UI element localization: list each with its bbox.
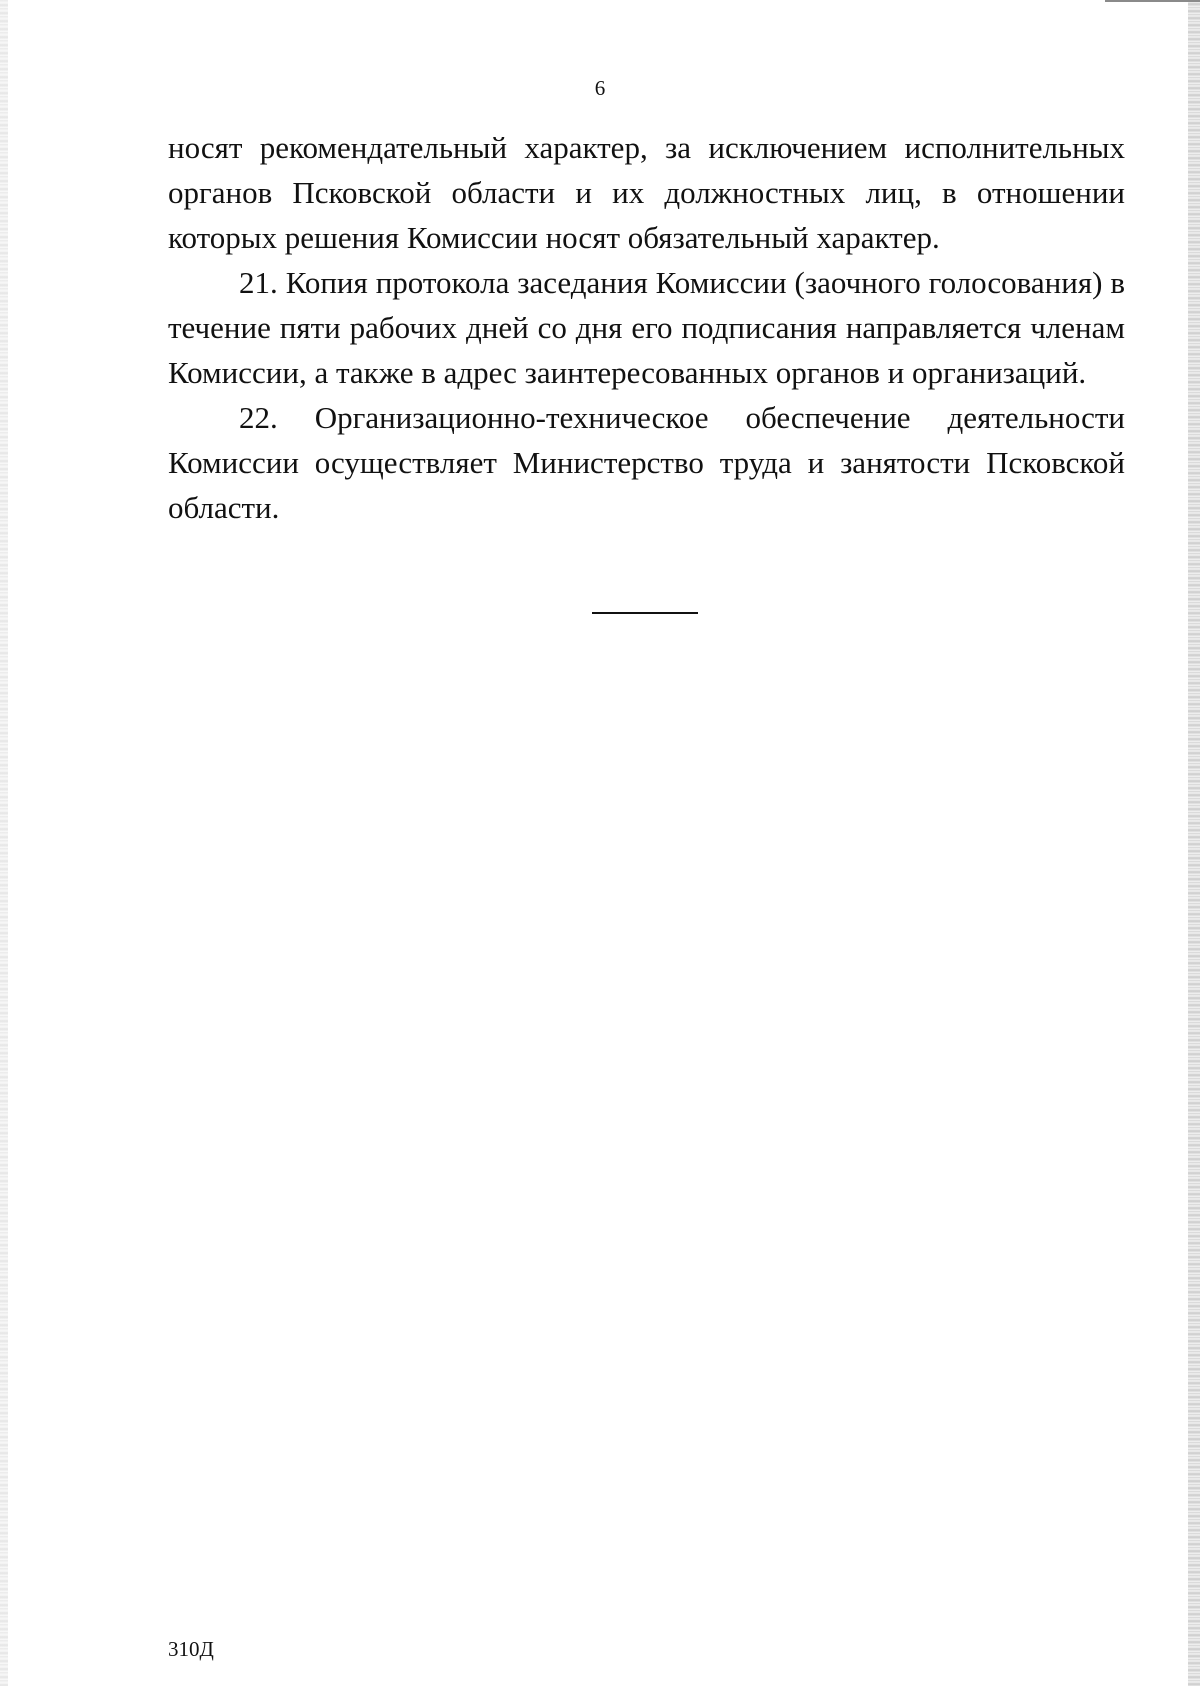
document-code: 310Д xyxy=(168,1637,214,1661)
paragraph-item-22: 22. Организационно-техническое обеспечение деятельности Комиссии осуществляет Министерство труда и занятости Псковской области. xyxy=(168,400,1125,525)
document-body xyxy=(168,125,1125,530)
paragraph-item-21: 21. Копия протокола заседания Комиссии (заочного голосования) в течение пяти рабочих дней со дня его подписания направляется членам Комиссии, а также в адрес заинтересованных органов и организаций. xyxy=(168,265,1125,390)
end-separator-line xyxy=(592,612,698,614)
scan-edge-left xyxy=(0,0,8,1686)
paragraph-continuation: носят рекомендательный характер, за исключением исполнительных органов Псковской области и их должностных лиц, в отношении которых решения Комиссии носят обязательный характер. xyxy=(168,130,1125,255)
scan-top-line xyxy=(1105,0,1200,2)
page-number: 6 xyxy=(594,76,606,100)
scan-edge-right xyxy=(1188,0,1200,1686)
